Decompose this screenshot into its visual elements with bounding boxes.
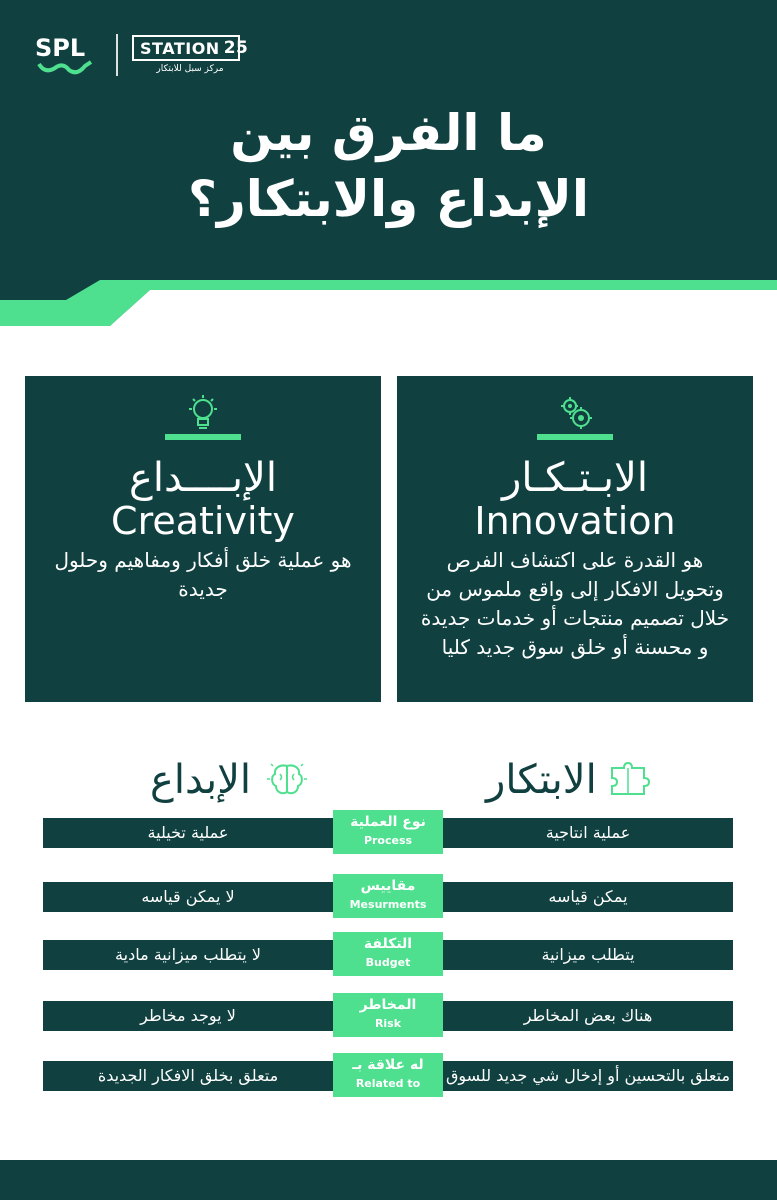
spl-logo-text: SPL xyxy=(35,34,86,62)
label-related xyxy=(333,1053,443,1097)
creativity-process-cell: عملية تخيلية xyxy=(43,818,333,848)
innovation-title-en: Innovation xyxy=(474,499,676,543)
label-risk-en: Risk xyxy=(374,1017,402,1030)
puzzle-icon xyxy=(608,758,650,800)
innovation-budget-cell: يتطلب ميزانية xyxy=(443,940,733,970)
label-risk-ar: المخاطر xyxy=(359,997,417,1013)
footer-bar xyxy=(0,1160,777,1200)
label-budget-ar: التكلفة xyxy=(363,936,413,952)
title-line-2: الإبداع والابتكار؟ xyxy=(187,170,589,228)
label-process-ar: نوع العملية xyxy=(350,814,426,830)
gears-icon xyxy=(558,394,592,434)
innovation-measurements-cell: يمكن قياسه xyxy=(443,882,733,912)
creativity-measurements-cell: لا يمكن قياسه xyxy=(43,882,333,912)
logo-separator xyxy=(116,34,118,76)
innovation-card xyxy=(397,376,753,702)
label-budget xyxy=(333,932,443,976)
title-line-1: ما الفرق بين xyxy=(230,104,547,162)
page-title xyxy=(100,100,677,232)
creativity-card xyxy=(25,376,381,702)
creativity-description: هو عملية خلق أفكار ومفاهيم وحلول جديدة xyxy=(54,548,352,601)
innovation-risk-cell: هناك بعض المخاطر xyxy=(443,1001,733,1031)
creativity-heading: الإبداع xyxy=(150,757,252,803)
label-risk xyxy=(333,993,443,1037)
station-logo xyxy=(132,35,249,61)
label-process xyxy=(333,810,443,854)
label-measurements xyxy=(333,874,443,918)
innovation-description: هو القدرة على اكتشاف الفرص وتحويل الافكار إلى واقع ملموس من خلال تصميم منتجات أو خدمات جديدة و محسنة أو خلق سوق جديد كليا xyxy=(420,548,730,659)
creativity-title-ar: الإبــــداع xyxy=(129,455,277,501)
label-related-en: Related to xyxy=(355,1077,421,1090)
creativity-title-en: Creativity xyxy=(111,499,295,543)
innovation-title-ar: الابـتـكـار xyxy=(502,455,648,501)
label-related-ar: له علاقة بـ xyxy=(352,1057,424,1073)
station-subtitle: مركز سبل للابتكار xyxy=(156,64,224,74)
lightbulb-icon xyxy=(186,394,220,434)
label-process-en: Process xyxy=(363,834,413,847)
creativity-accent-bar xyxy=(165,434,241,440)
header-stripes xyxy=(0,270,777,340)
creativity-budget-cell: لا يتطلب ميزانية مادية xyxy=(43,940,333,970)
station-name: STATION xyxy=(140,38,220,58)
label-budget-en: Budget xyxy=(365,956,411,969)
label-measurements-en: Mesurments xyxy=(349,898,427,911)
innovation-process-cell: عملية انتاجية xyxy=(443,818,733,848)
innovation-heading: الابتكار xyxy=(486,757,597,803)
creativity-risk-cell: لا يوجد مخاطر xyxy=(43,1001,333,1031)
creativity-related-cell: متعلق بخلق الافكار الجديدة xyxy=(43,1061,333,1091)
innovation-accent-bar xyxy=(537,434,613,440)
brain-icon xyxy=(266,758,308,800)
innovation-related-cell: متعلق بالتحسين أو إدخال شي جديد للسوق xyxy=(443,1061,733,1091)
label-measurements-ar: مقاييس xyxy=(360,878,416,894)
station-number: 25 xyxy=(223,38,249,58)
